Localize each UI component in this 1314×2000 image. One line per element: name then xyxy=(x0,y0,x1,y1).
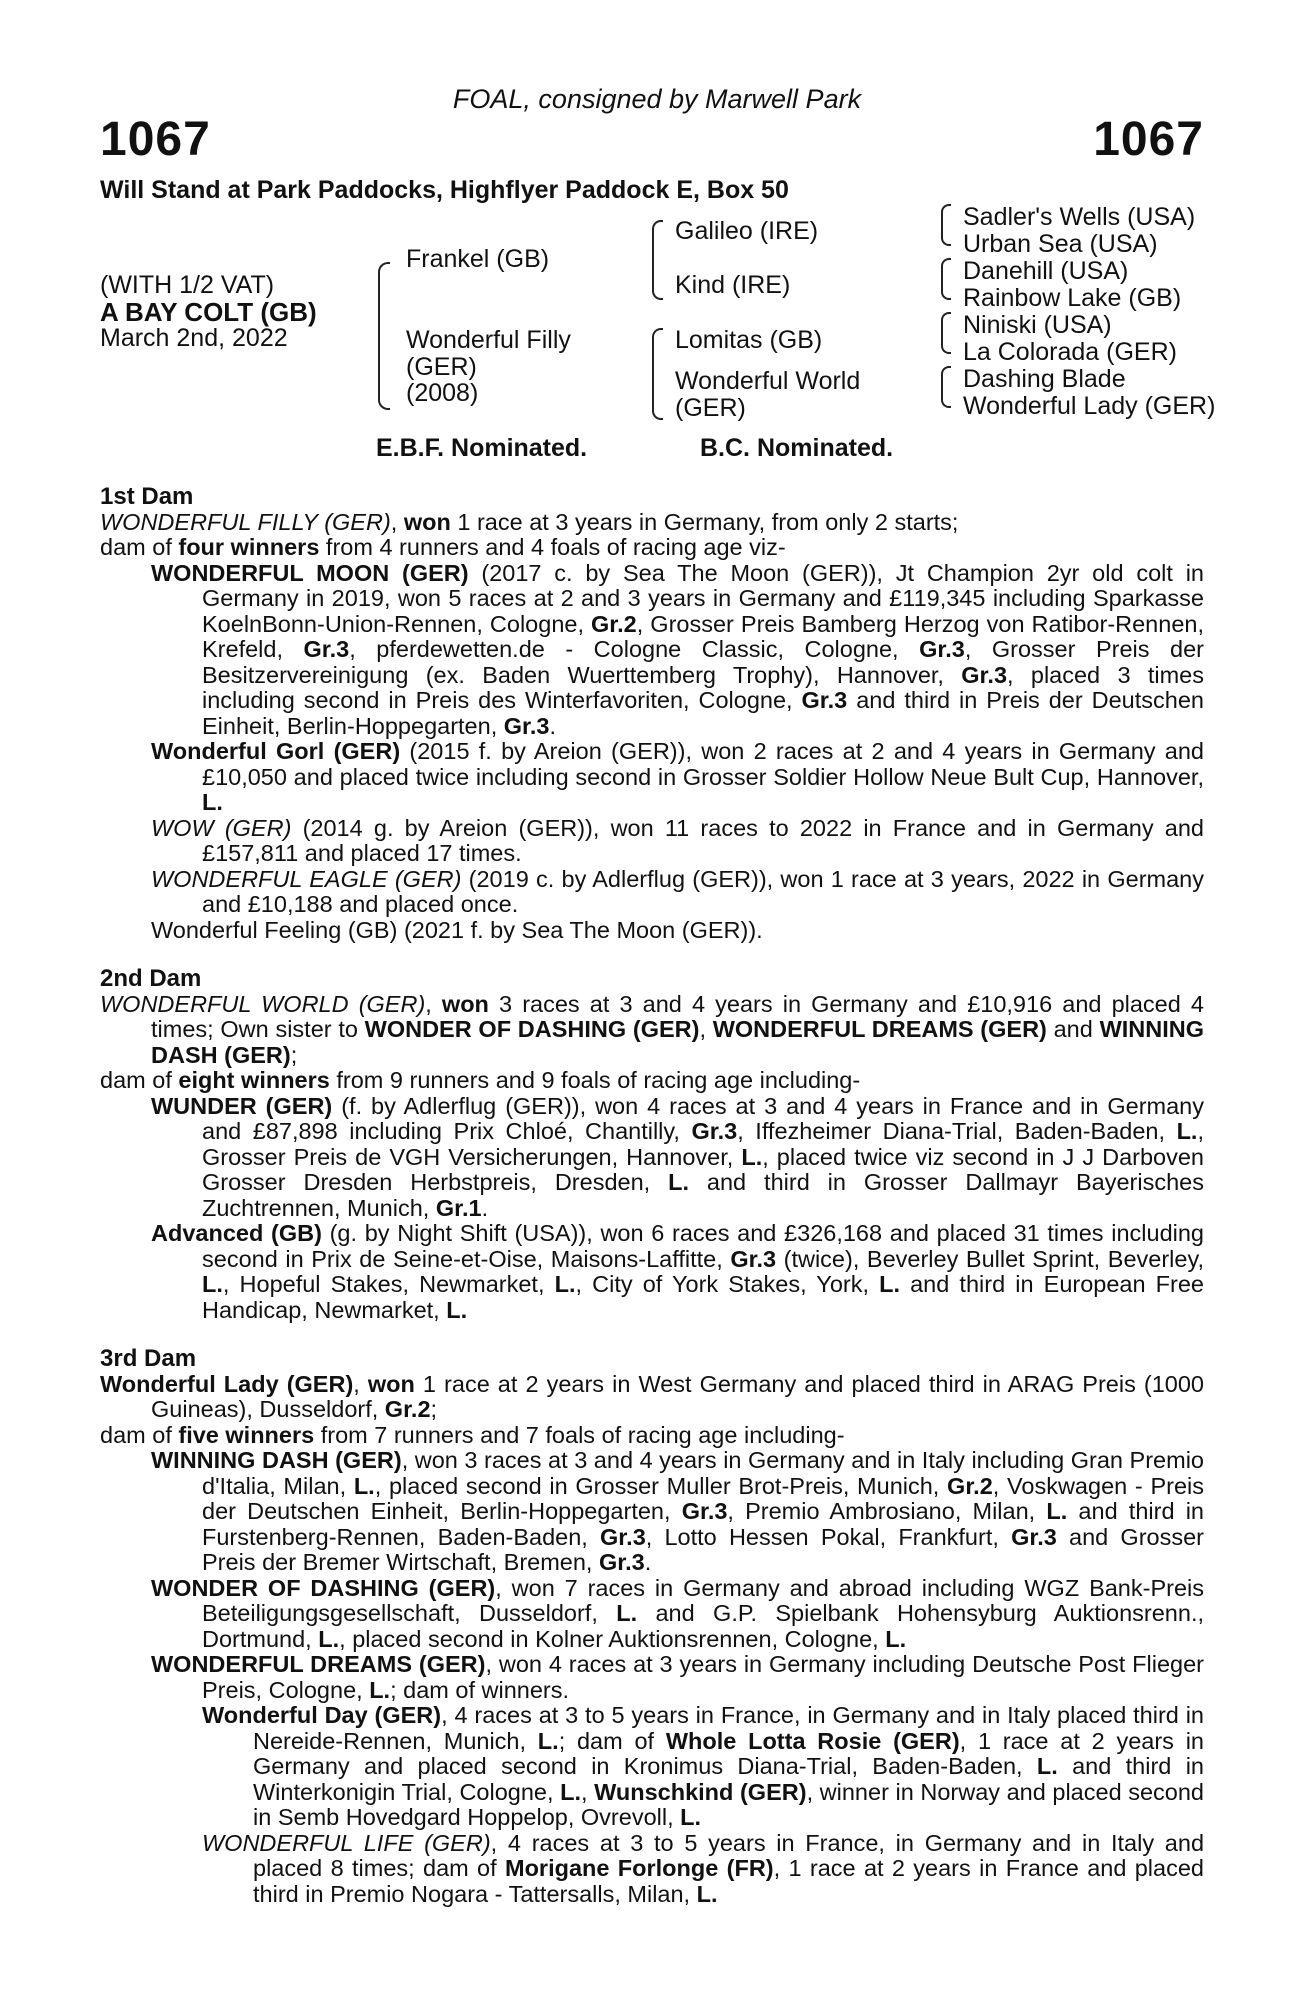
pedigree-g3-7: Dashing Blade xyxy=(963,365,1126,393)
pedigree-dam-line2: (GER) xyxy=(406,353,477,381)
produce-entry: WONDER OF DASHING (GER), won 7 races in Germany and abroad including WGZ Bank-Preis Beteiligungsgesellschaft, Dusseldorf, L. and G.P. Spielbank Hohensyburg Auktionsrenn., Dortmund, L., placed second in Kolner Auktionsrennen, Cologne, L. xyxy=(151,1574,1205,1652)
pedigree-brace-dd xyxy=(941,366,951,408)
consignor-line: FOAL, consigned by Marwell Park xyxy=(452,84,862,114)
pedigree-g3-3: Danehill (USA) xyxy=(963,257,1129,285)
horse-name: A BAY COLT (GB) xyxy=(100,297,317,327)
pedigree-sire-sire: Galileo (IRE) xyxy=(675,217,819,245)
produce-entry: WONDERFUL EAGLE (GER) (2019 c. by Adlerflug (GER)), won 1 race at 3 years, 2022 in Germany and £10,188 and placed once. xyxy=(151,865,1204,917)
produce-entry: Wonderful Gorl (GER) (2015 f. by Areion (GER)), won 2 races at 2 and 4 years in Germany and £10,050 and placed twice including second in Grosser Soldier Hollow Neue Bult Cup, Hannover, L. xyxy=(151,738,1204,815)
pedigree-g3-1: Sadler's Wells (USA) xyxy=(963,203,1196,231)
pedigree-g3-8: Wonderful Lady (GER) xyxy=(963,392,1216,420)
pedigree-brace-sire xyxy=(652,220,663,300)
produce-entry-grand: Wonderful Day (GER), 4 races at 3 to 5 years in France, in Germany and in Italy placed third in Nereide-Rennen, Munich, L.; dam of Whole Lotta Rosie (GER), 1 race at 2 years in Germany and placed second in Kronimus Diana-Trial, Baden-Baden, L. and third in Winterkonigin Trial, Cologne, L., Wunschkind (GER), winner in Norway and placed second in Semb Hovedgard Hoppelop, Ovrevoll, L. xyxy=(202,1702,1204,1830)
stand-location: Will Stand at Park Paddocks, Highflyer Paddock E, Box 50 xyxy=(100,176,789,204)
produce-entry: WINNING DASH (GER), won 3 races at 3 and 4 years in Germany and in Italy including Gran Premio d'Italia, Milan, L., placed second in Grosser Muller Brot-Preis, Munich, Gr.2, Voskwagen - Preis der Deutschen Einheit, Berlin-Hoppegarten, Gr.3, Premio Ambrosiano, Milan, L. and third in Furstenberg-Rennen, Baden-Baden, Gr.3, Lotto Hessen Pokal, Frankfurt, Gr.3 and Grosser Preis der Bremer Wirtschaft, Bremen, Gr.3. xyxy=(151,1447,1204,1575)
pedigree-g3-5: Niniski (USA) xyxy=(963,311,1112,339)
first-dam-section xyxy=(100,484,1204,943)
second-dam-section xyxy=(100,966,1204,1323)
pedigree-sire: Frankel (GB) xyxy=(406,245,550,273)
pedigree-g3-4: Rainbow Lake (GB) xyxy=(963,284,1182,312)
pedigree-brace-dam xyxy=(652,328,663,420)
first-dam-title: 1st Dam xyxy=(100,483,194,510)
foaling-date: March 2nd, 2022 xyxy=(100,324,288,352)
third-dam-section xyxy=(100,1346,1204,1907)
second-dam-title: 2nd Dam xyxy=(100,965,202,992)
ebf-nominated: E.B.F. Nominated. xyxy=(376,434,588,462)
produce-entry: Advanced (GB) (g. by Night Shift (USA)), won 6 races and £326,168 and placed 31 times including second in Prix de Seine-et-Oise, Maisons-Laffitte, Gr.3 (twice), Beverley Bullet Sprint, Beverley, L., Hopeful Stakes, Newmarket, L., City of York Stakes, York, L. and third in European Free Handicap, Newmarket, L. xyxy=(151,1220,1204,1323)
third-dam-produce-summary: dam of five winners from 7 runners and 7 foals of racing age including- xyxy=(100,1421,845,1448)
produce-entry: WUNDER (GER) (f. by Adlerflug (GER)), won 4 races at 3 and 4 years in France and in Germany and £87,898 including Prix Chloé, Chantilly, Gr.3, Iffezheimer Diana-Trial, Baden-Baden, L., Grosser Preis de VGH Versicherungen, Hannover, L., placed twice viz second in J J Darboven Grosser Dresden Herbstpreis, Dresden, L. and third in Grosser Dallmayr Bayerisches Zuchtrennen, Munich, Gr.1. xyxy=(151,1092,1204,1221)
lot-number-left: 1067 xyxy=(100,113,211,166)
produce-entry: Wonderful Feeling (GB) (2021 f. by Sea The Moon (GER)). xyxy=(151,916,763,943)
third-dam-title: 3rd Dam xyxy=(100,1345,197,1372)
pedigree-dam-dam-line2: (GER) xyxy=(675,394,746,422)
second-dam-produce-summary: dam of eight winners from 9 runners and 9 foals of racing age including- xyxy=(100,1067,861,1093)
produce-entry-grand: WONDERFUL LIFE (GER), 4 races at 3 to 5 years in France, in Germany and in Italy and placed 8 times; dam of Morigane Forlonge (FR), 1 race at 2 years in France and placed third in Premio Nogara - Tattersalls, Milan, L. xyxy=(202,1829,1205,1907)
pedigree-dam-sire: Lomitas (GB) xyxy=(675,326,823,354)
pedigree-dam-line1: Wonderful Filly xyxy=(406,326,571,354)
lot-number-right: 1067 xyxy=(1093,113,1204,166)
third-dam-record: Wonderful Lady (GER), won 1 race at 2 years in West Germany and placed third in ARAG Preis (1000 Guineas), Dusseldorf, Gr.2; xyxy=(100,1370,1204,1422)
pedigree-brace-ds xyxy=(941,312,951,354)
pedigree-dam-dam-line1: Wonderful World xyxy=(675,367,861,395)
pedigree-g3-6: La Colorada (GER) xyxy=(963,338,1177,366)
second-dam-record: WONDERFUL WORLD (GER), won 3 races at 3 and 4 years in Germany and £10,916 and placed 4 times; Own sister to WONDER OF DASHING (GER), WONDERFUL DREAMS (GER) and WINNING DASH (GER); xyxy=(100,990,1204,1068)
pedigree-brace-ss xyxy=(941,204,951,246)
bc-nominated: B.C. Nominated. xyxy=(700,434,894,462)
pedigree-sire-dam: Kind (IRE) xyxy=(675,271,791,299)
pedigree-brace-main xyxy=(378,262,390,410)
pedigree-brace-sd xyxy=(941,258,951,300)
first-dam-produce-summary: dam of four winners from 4 runners and 4 foals of racing age viz- xyxy=(100,534,786,560)
produce-entry: WONDERFUL MOON (GER) (2017 c. by Sea The Moon (GER)), Jt Champion 2yr old colt in Germany in 2019, won 5 races at 2 and 3 years in Germany and £119,345 including Sparkasse KoelnBonn-Union-Rennen, Cologne, Gr.2, Grosser Preis Bamberg Herzog von Ratibor-Rennen, Krefeld, Gr.3, pferdewetten.de - Cologne Classic, Cologne, Gr.3, Grosser Preis der Besitzervereinigung (ex. Baden Wuerttemberg Trophy), Hannover, Gr.3, placed 3 times including second in Preis des Winterfavoriten, Cologne, Gr.3 and third in Preis der Deutschen Einheit, Berlin-Hoppegarten, Gr.3. xyxy=(151,559,1204,739)
produce-entry: WONDERFUL DREAMS (GER), won 4 races at 3 years in Germany including Deutsche Post Flieger Preis, Cologne, L.; dam of winners. xyxy=(151,1651,1204,1703)
produce-entry: WOW (GER) (2014 g. by Areion (GER)), won 11 races to 2022 in France and in Germany and £157,811 and placed 17 times. xyxy=(151,814,1204,866)
first-dam-record: WONDERFUL FILLY (GER), won 1 race at 3 years in Germany, from only 2 starts; xyxy=(100,508,959,535)
vat-note: (WITH 1/2 VAT) xyxy=(100,271,275,299)
pedigree-dam-line3: (2008) xyxy=(406,379,479,407)
dam-name: WONDERFUL FILLY (GER) xyxy=(100,508,391,535)
pedigree-g3-2: Urban Sea (USA) xyxy=(963,230,1158,258)
